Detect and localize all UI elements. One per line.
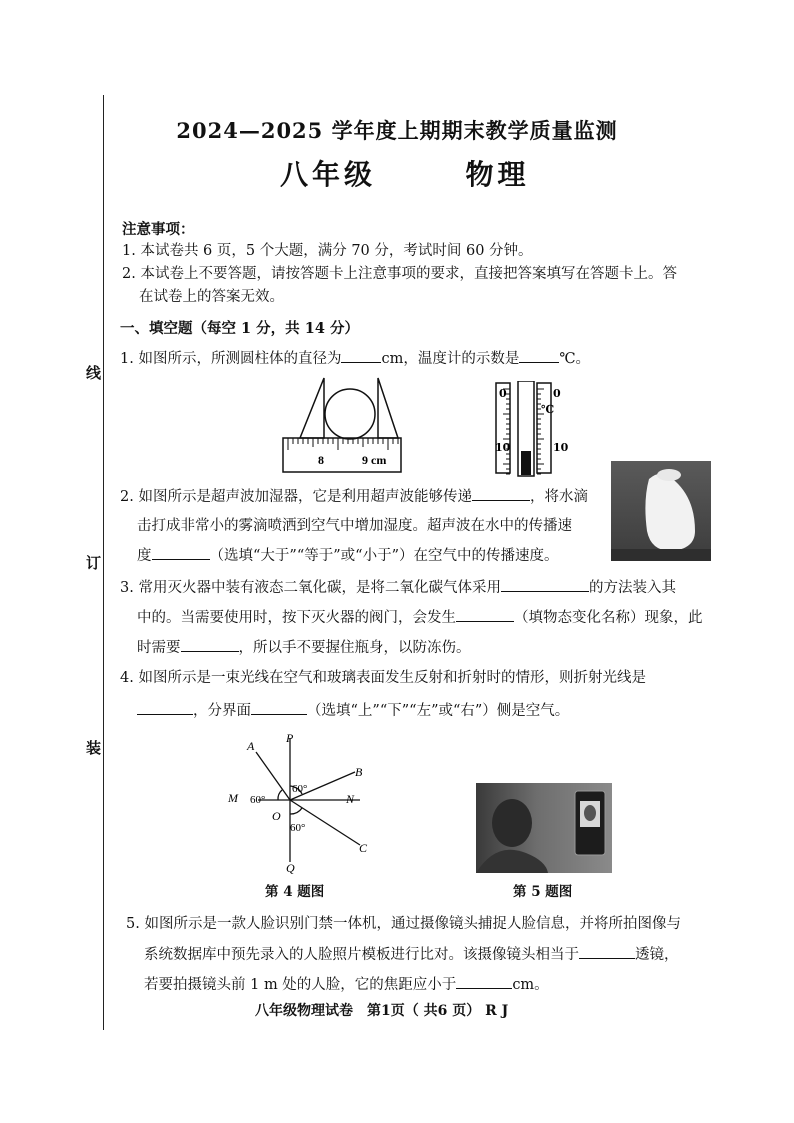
- q2-part-b: ，将水滴: [529, 489, 588, 505]
- q1-part-c: ℃。: [559, 351, 591, 367]
- angle-arc-3: [290, 808, 302, 814]
- q5-line3: [144, 974, 549, 995]
- q1-part-a: 1. 如图所示，所测圆柱体的直径为: [120, 351, 342, 367]
- q5-blank-2: [456, 974, 512, 989]
- label-Q: Q: [286, 861, 295, 875]
- q2-part-c: 度: [137, 548, 152, 564]
- q3-blank-1: [501, 577, 589, 592]
- binding-line: [103, 95, 104, 1030]
- person-head: [492, 799, 532, 847]
- ruler-label-8: 8: [318, 453, 324, 467]
- label-O: O: [272, 809, 281, 823]
- page-footer: 八年级物理试卷 第1页（ 共6 页） R J: [255, 1003, 509, 1019]
- left-triangle-block: [300, 378, 324, 438]
- q5-blank-1: [579, 944, 635, 959]
- q1-text: [120, 348, 590, 369]
- grade-label: 八年级: [280, 158, 377, 191]
- q5-part-b: 透镜，: [635, 947, 679, 963]
- humidifier-photo: [611, 461, 711, 561]
- side-label-bind: 装: [86, 739, 102, 757]
- q4-blank-1: [137, 700, 193, 715]
- q1-blank-1: [341, 348, 381, 363]
- q4-part-b: （选填“上”“下”“左”或“右”）侧是空气。: [307, 703, 570, 719]
- q3-line3: [137, 637, 471, 658]
- right-triangle-block: [378, 378, 398, 438]
- q4-caption: 第 4 题图: [265, 884, 325, 900]
- ray-AO: [256, 752, 290, 800]
- thermo-right-0: 0: [553, 387, 561, 400]
- q3-blank-3: [181, 637, 239, 652]
- thermo-left-10: 10: [495, 441, 511, 454]
- ruler-label-9cm: 9 cm: [362, 453, 387, 467]
- notes-item-2a: 2. 本试卷上不要答题，请按答题卡上注意事项的要求，直接把答案填写在答题卡上。答: [122, 266, 677, 282]
- cylinder-circle: [325, 389, 375, 439]
- q5-part-a: 系统数据库中预先录入的人脸照片模板进行比对。该摄像镜头相当于: [144, 947, 579, 963]
- label-A: A: [247, 739, 255, 753]
- q2-blank-2: [152, 545, 210, 560]
- notes-item-2b: 在试卷上的答案无效。: [139, 289, 284, 305]
- q2-line1: [120, 486, 588, 507]
- q1-blank-2: [519, 348, 559, 363]
- angle-label-3: 60°: [290, 822, 306, 834]
- light-ray-diagram: [220, 730, 380, 875]
- thermo-unit: ℃: [541, 403, 555, 416]
- q2-line3: [137, 545, 558, 566]
- q3-part-e: 时需要: [137, 640, 181, 656]
- q2-part-d: （选填“大于”“等于”或“小于”）在空气中的传播速度。: [209, 548, 559, 564]
- angle-label-1: 60°: [292, 783, 308, 795]
- q4-part-a: ，分界面: [193, 703, 251, 719]
- q5-line2: [144, 944, 679, 965]
- thermo-liquid: [521, 451, 531, 475]
- q3-part-c: 中的。当需要使用时，按下灭火器的阀门，会发生: [137, 610, 456, 626]
- notes-item-1: 1. 本试卷共 6 页，5 个大题，满分 70 分，考试时间 60 分钟。: [122, 243, 533, 259]
- thermo-right-10: 10: [553, 441, 569, 454]
- face-recognition-photo: [476, 783, 612, 873]
- q4-blank-2: [251, 700, 307, 715]
- q5-caption: 第 5 题图: [513, 884, 573, 900]
- q4-line2: [137, 700, 569, 721]
- section1-heading: 一、填空题（每空 1 分，共 14 分）: [120, 320, 359, 337]
- label-M: M: [228, 791, 238, 805]
- q5-part-c: 若要拍摄镜头前 1 m 处的人脸，它的焦距应小于: [144, 977, 457, 993]
- q2-blank-1: [472, 486, 530, 501]
- q3-part-b: 的方法装入其: [588, 580, 676, 596]
- ruler-caliper-figure: [280, 376, 405, 474]
- q3-part-a: 3. 常用灭火器中装有液态二氧化碳，是将二氧化碳气体采用: [120, 580, 501, 596]
- notes-heading: 注意事项：: [122, 221, 195, 238]
- angle-label-2: 60°: [250, 794, 266, 806]
- side-label-line: 线: [86, 364, 102, 382]
- thermo-left-0: 0: [499, 387, 507, 400]
- q2-part-a: 2. 如图所示是超声波加湿器，它是利用超声波能够传递: [120, 489, 472, 505]
- label-B: B: [355, 765, 363, 779]
- exam-title: 2024—2025 学年度上期期末教学质量监测: [176, 118, 618, 143]
- q3-line1: [120, 577, 676, 598]
- q3-part-f: ，所以手不要握住瓶身，以防冻伤。: [238, 640, 471, 656]
- q4-line1: 4. 如图所示是一束光线在空气和玻璃表面发生反射和折射时的情形，则折射光线是: [120, 670, 646, 686]
- q2-line2: 击打成非常小的雾滴喷洒到空气中增加湿度。超声波在水中的传播速: [137, 518, 572, 534]
- thermometer-figure: [493, 381, 575, 477]
- q5-part-d: cm。: [512, 977, 549, 993]
- humidifier-body: [645, 473, 695, 551]
- side-label-staple: 订: [86, 554, 102, 572]
- q5-line1: 5. 如图所示是一款人脸识别门禁一体机，通过摄像镜头捕捉人脸信息，并将所拍图像与: [126, 916, 681, 932]
- subject-label: 物理: [465, 158, 530, 191]
- label-N: N: [346, 792, 355, 806]
- q3-blank-2: [456, 607, 514, 622]
- ruler-ticks: [288, 438, 398, 450]
- angle-arc-2: [278, 790, 282, 800]
- exam-subject: [280, 153, 530, 193]
- q1-part-b: cm，温度计的示数是: [381, 351, 520, 367]
- q3-line2: [137, 607, 703, 628]
- q3-part-d: （填物态变化名称）现象，此: [514, 610, 703, 626]
- label-C: C: [359, 841, 368, 855]
- label-P: P: [286, 731, 294, 745]
